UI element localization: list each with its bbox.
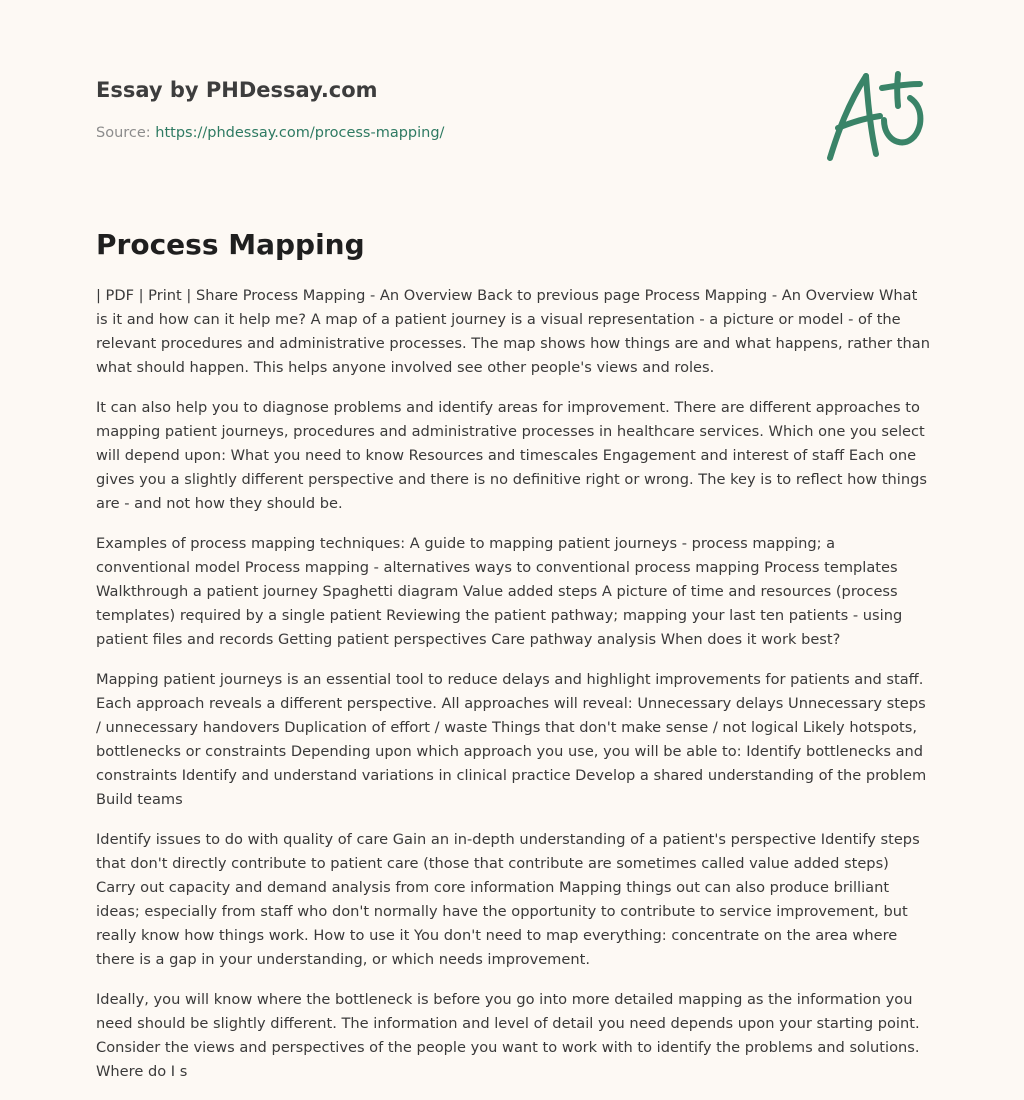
article-paragraph: Mapping patient journeys is an essential tool to reduce delays and highlight improvements for patients and staff. Each approach reveals a different perspective. All approaches will reveal: Unnecessary delays Unnecessary steps / unnecessary handovers Duplication of effort / waste Things that don't make sense / not logical Likely hotspots, bottlenecks or constraints Depending upon which approach you use, you will be able to: Identify bottlenecks and constraints Identify and understand variations in clinical practice Develop a shared understanding of the problem Build teams [96, 671, 927, 808]
article-paragraph: It can also help you to diagnose problems and identify areas for improvement. There are different approaches to mapping patient journeys, procedures and administrative processes in healthcare services. Which one you select will depend upon: What you need to know Resources and timescales Engagement and interest of staff Each one gives you a slightly different perspective and there is no definitive right or wrong. The key is to reflect how things are - and not how they should be. [96, 399, 927, 512]
article-paragraph: | PDF | Print | Share Process Mapping - An Overview Back to previous page Process Mapping - An Overview What is it and how can it help me? A map of a patient journey is a visual representation - a picture or model - of the relevant procedures and administrative processes. The map shows how things are and what happens, rather than what should happen. This helps anyone involved see other people's views and roles. [96, 287, 930, 376]
article-paragraph: Examples of process mapping techniques: A guide to mapping patient journeys - process mapping; a conventional model Process mapping - alternatives ways to conventional process mapping Process templates Walkthrough a patient journey Spaghetti diagram Value added steps A picture of time and resources (process templates) required by a single patient Reviewing the patient pathway; mapping your last ten patients - using patient files and records Getting patient perspectives Care pathway analysis When does it work best? [96, 535, 903, 648]
a-plus-logo-icon [818, 66, 930, 166]
source-label: Source: [96, 125, 151, 141]
source-link[interactable]: https://phdessay.com/process-mapping/ [155, 125, 445, 141]
article-paragraph: Identify issues to do with quality of care Gain an in-depth understanding of a patient's perspective Identify steps that don't directly contribute to patient care (those that contribute are sometimes called value added steps) Carry out capacity and demand analysis from core information Mapping things out can also produce brilliant ideas; especially from staff who don't normally have the opportunity to contribute to service improvement, but really know how things work. How to use it You don't need to map everything: concentrate on the area where there is a gap in your understanding, or which needs improvement. [96, 831, 920, 968]
source-line [96, 123, 796, 143]
article-title: Process Mapping [96, 228, 365, 261]
site-brand: Essay by PHDessay.com [96, 78, 378, 102]
article-body [96, 284, 932, 1100]
article-paragraph: Ideally, you will know where the bottleneck is before you go into more detailed mapping as the information you need should be slightly different. The information and level of detail you need depends upon your starting point. Consider the views and perspectives of the people you want to work with to identify the problems and solutions. Where do I s [96, 991, 920, 1080]
page-header [96, 76, 796, 143]
